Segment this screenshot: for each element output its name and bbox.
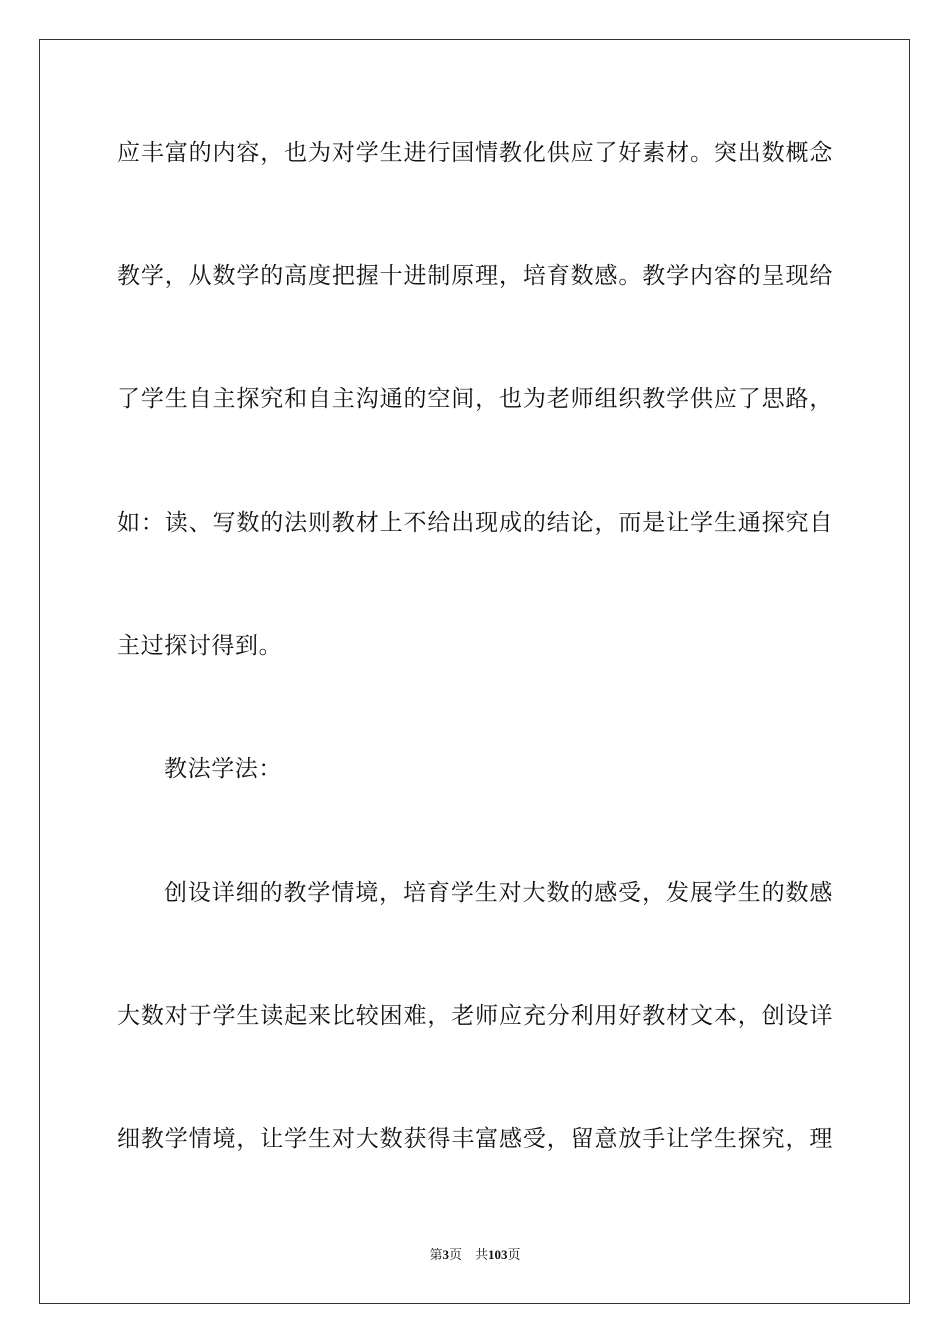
footer-total-prefix: 共	[475, 1247, 489, 1262]
body-text-line: 如：读、写数的法则教材上不给出现成的结论，而是让学生通探究自	[117, 510, 833, 536]
page-frame	[39, 39, 910, 1304]
body-text-line: 教学，从数学的高度把握十进制原理，培育数感。教学内容的呈现给	[117, 263, 833, 289]
footer-page-suffix: 页	[448, 1247, 462, 1262]
footer-total-suffix: 页	[507, 1247, 521, 1262]
body-text-line: 了学生自主探究和自主沟通的空间，也为老师组织教学供应了思路，	[117, 386, 833, 412]
footer-total-number: 103	[488, 1247, 508, 1262]
section-heading: 教法学法：	[164, 756, 282, 782]
body-text-line: 应丰富的内容，也为对学生进行国情教化供应了好素材。突出数概念	[117, 140, 833, 166]
body-text-line: 细教学情境，让学生对大数获得丰富感受，留意放手让学生探究，理	[117, 1126, 833, 1152]
page-footer	[0, 1246, 950, 1264]
body-text-line: 创设详细的教学情境，培育学生对大数的感受，发展学生的数感	[164, 880, 833, 906]
body-text-line: 大数对于学生读起来比较困难，老师应充分利用好教材文本，创设详	[117, 1003, 833, 1029]
footer-page-number: 3	[442, 1247, 449, 1262]
footer-page-prefix: 第	[429, 1247, 443, 1262]
body-text-line: 主过探讨得到。	[117, 633, 283, 659]
